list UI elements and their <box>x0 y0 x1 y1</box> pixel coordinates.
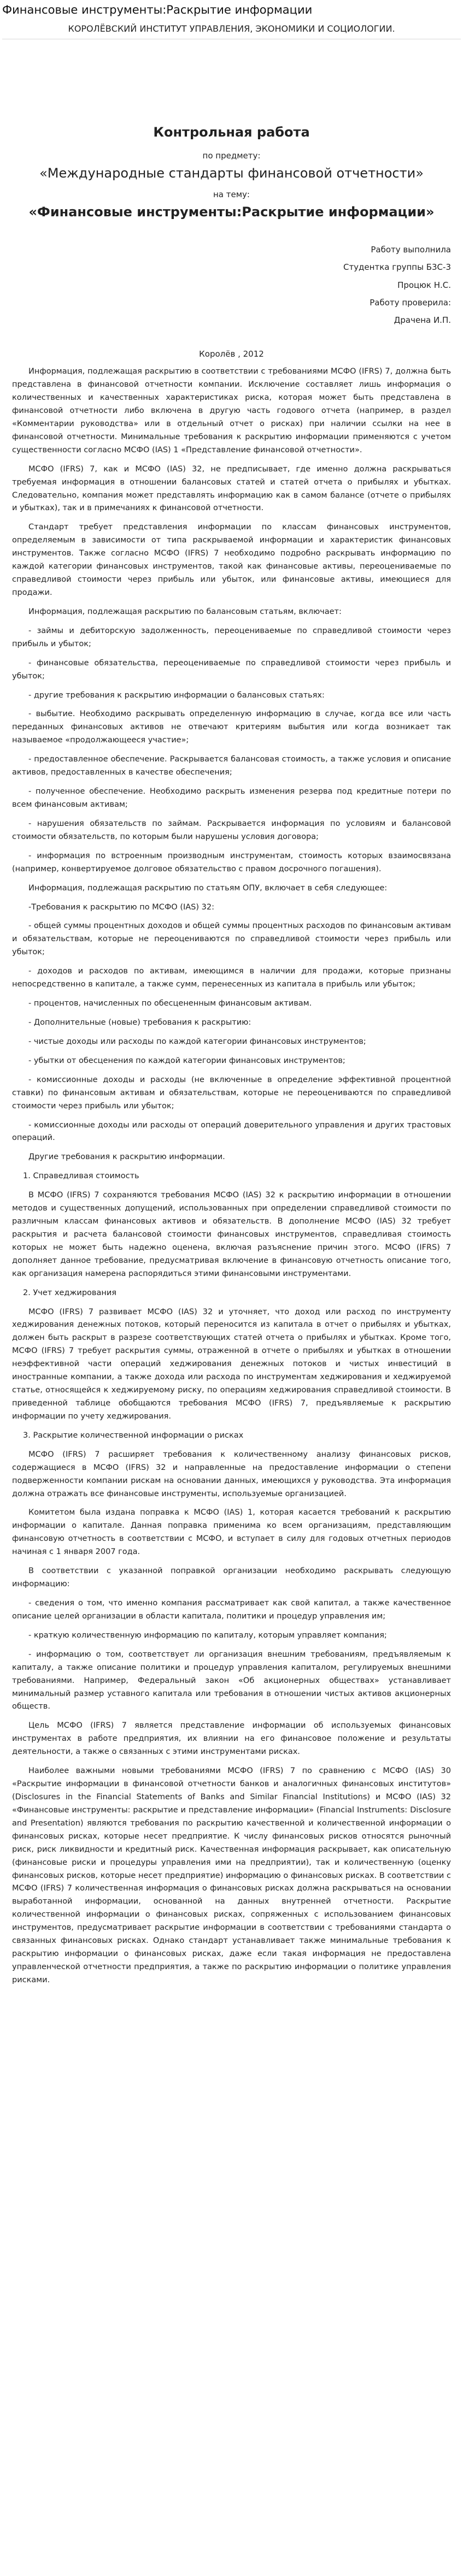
section-heading: 2. Учет хеджирования <box>23 1288 116 1297</box>
paragraph: Информация, подлежащая раскрытию по балансовым статьям, включает: <box>28 607 342 616</box>
document-body <box>12 125 451 1993</box>
paragraph: Наиболее важными новыми требованиями МСФО (IFRS) 7 по сравнению с МСФО (IAS) 30 «Раскрытие информации в финансовой отчетности банков и аналогичных финансовых институтов» (Disclosures in the Financial Statements of Banks and Similar Financial Institutions) и МСФО (IAS) 32 «Финансовые инструменты: раскрытие и представление информации» (Financial Instruments: Disclosure and Presentation) являются требования по раскрытию качественной и количественной информации о финансовых рисках, которые несет предприятие. К числу финансовых рисков относятся рыночный риск, риск ликвидности и кредитный риск. Качественная информация раскрывает, как описательную (финансовые риски и процедуры управления ими на предприятии), так и количественную (оценку финансовых рисков, которые несет предприятие) информацию о финансовых рисках. В соответствии с МСФО (IFRS) 7 количественная информация о финансовых рисках должна раскрываться на основании выработанной информации, основанной на данных внутренней отчетности. Раскрытие количественной информации о финансовых рисках, сопряженных с использованием финансовых инструментов, предусматривает раскрытие информации в соответствии с требованиями стандарта о связанных финансовых рисках. Однако стандарт устанавливает также минимальные требования к раскрытию информации о финансовых рисках, даже если такая информация не предоставлена управленческой отчетности предприятия, а также по раскрытию информации о политике управления рисками. <box>12 1766 451 1984</box>
paragraph: - предоставленное обеспечение. Раскрывается балансовая стоимость, а также условия и описание активов, предоставленных в качестве обеспечения; <box>12 755 451 777</box>
paragraph: - Дополнительные (новые) требования к раскрытию: <box>28 1018 251 1027</box>
subject-name: «Международные стандарты финансовой отчетности» <box>39 166 424 181</box>
topic-name: «Финансовые инструменты:Раскрытие информации» <box>28 204 435 220</box>
paragraph: - доходов и расходов по активам, имеющимся в наличии для продажи, которые признаны непосредственно в капитале, а также сумм, перенесенных из капитала в прибыль или убыток; <box>12 967 451 989</box>
section-heading: 3. Раскрытие количественной информации о рисках <box>23 1431 244 1440</box>
paragraph: - комиссионные доходы или расходы от операций доверительного управления и других трастовых операций. <box>12 1120 451 1143</box>
signature-line: Работу выполнила <box>371 245 451 255</box>
section-heading: 1. Справедливая стоимость <box>23 1172 139 1181</box>
signature-line: Драчена И.П. <box>394 315 451 325</box>
paragraph: Другие требования к раскрытию информации. <box>28 1153 225 1162</box>
paragraph: -Требования к раскрытию по МСФО (IAS) 32: <box>28 902 214 912</box>
paragraph: - финансовые обязательства, переоцениваемые по справедливой стоимости через прибыль и убыток; <box>12 658 451 681</box>
paragraph: МСФО (IFRS) 7 расширяет требования к количественному анализу финансовых рисков, содержащиеся в МСФО (IFRS) 32 и направленные на предоставление информации о степени подверженности компании рискам на основании данных, имеющихся у руководства. Эта информация должна отражать все финансовые инструменты, используемые организацией. <box>12 1450 451 1498</box>
paragraph: МСФО (IFRS) 7, как и МСФО (IAS) 32, не предписывает, где именно должна раскрываться требуемая информация в отношении балансовых статей и статей отчета о прибылях и убытках. Следовательно, компания может представлять информацию как в самом балансе (отчете о прибылях и убытках), так и в примечаниях к финансовой отчетности. <box>12 464 451 513</box>
signature-line: Работу проверила: <box>370 297 451 308</box>
paragraph: Информация, подлежащая раскрытию по статьям ОПУ, включает в себя следующее: <box>28 883 388 893</box>
paragraph: - чистые доходы или расходы по каждой категории финансовых инструментов; <box>28 1037 366 1046</box>
paragraph: Информация, подлежащая раскрытию в соответствии с требованиями МСФО (IFRS) 7, должна быть представлена в финансовой отчетности компании. Исключение составляет лишь информация о количественных и качественных характеристиках риска, которая может быть представлена в финансовой отчетности либо включена в другую часть годового отчета (например, в раздел «Комментарии руководства» или в отдельный отчет о рисках) при наличии ссылки на нее в финансовой отчетности. Минимальные требования к раскрытию информации применяются с учетом существенности согласно МСФО (IAS) 1 «Представление финансовой отчетности». <box>12 367 451 454</box>
paragraph: - информацию о том, соответствует ли организация внешним требованиям, предъявляемым к капиталу, а также описание политики и процедур управления капиталом, регулируемых внешними требованиями. Например, Федеральный закон «Об акционерных обществах» устанавливает минимальный размер уставного капитала или требования в отношении чистых активов акционерных обществ. <box>12 1650 451 1711</box>
paragraph: - займы и дебиторскую задолженность, переоцениваемые по справедливой стоимости через прибыль и убыток; <box>12 626 451 648</box>
topic-caption: на тему: <box>213 190 250 199</box>
paragraph: - процентов, начисленных по обесцененным финансовым активам. <box>28 999 312 1008</box>
paragraph: - сведения о том, что именно компания рассматривает как свой капитал, а также качественное описание целей организации в области капитала, политики и процедур управления им; <box>12 1599 451 1621</box>
paragraph: - общей суммы процентных доходов и общей суммы процентных расходов по финансовым активам и обязательствам, которые не переоцениваются по справедливой стоимости через прибыль или убыток; <box>12 921 451 957</box>
paragraph: - убытки от обесценения по каждой категории финансовых инструментов; <box>28 1056 345 1065</box>
institute-name: КОРОЛЁВСКИЙ ИНСТИТУТ УПРАВЛЕНИЯ, ЭКОНОМИКИ И СОЦИОЛОГИИ. <box>68 23 395 34</box>
paragraph: МСФО (IFRS) 7 развивает МСФО (IAS) 32 и уточняет, что доход или расход по инструменту хеджирования денежных потоков, который переносится из капитала в отчет о прибылях и убытках, должен быть раскрыт в разрезе соответствующих статей отчета о прибылях и убытках. Кроме того, МСФО (IFRS) 7 требует раскрытия суммы, отраженной в отчете о прибылях и убытках в отношении неэффективной части операций хеджирования денежных потоков и чистых инвестиций в иностранные компании, а также дохода или расхода по инструментам хеджирования и хеджируемой статье, относящейся к хеджируемому риску, по операциям хеджирования справедливой стоимости. В приведенной таблице обобщаются требования МСФО (IFRS) 7, предъявляемые к раскрытию информации по учету хеджирования. <box>12 1307 451 1421</box>
page-title: Финансовые инструменты:Раскрытие информации <box>2 3 313 16</box>
article-text <box>12 365 451 1987</box>
paragraph: Цель МСФО (IFRS) 7 является представление информации об используемых финансовых инструментах в работе предприятия, их влиянии на его финансовое положение и результаты деятельности, а также о связанных с этими инструментами рисках. <box>12 1721 451 1757</box>
paragraph: - комиссионные доходы и расходы (не включенные в определение эффективной процентной ставки) по финансовым активам и обязательствам, которые не переоцениваются по справедливой стоимости через прибыль или убыток; <box>12 1075 451 1110</box>
paragraph: В МСФО (IFRS) 7 сохраняются требования МСФО (IAS) 32 к раскрытию информации в отношении методов и существенных допущений, использованных при определении справедливой стоимости по различным классам финансовых активов и обязательств. В дополнение МСФО (IAS) 32 требует раскрытия и расчета балансовой стоимости финансовых инструментов, справедливая стоимость которых не может быть надежно оценена, включая разъяснение причин этого. МСФО (IFRS) 7 дополняет данное требование, предусматривая включение в финансовую отчетность описание того, как организация намерена распорядиться этими финансовыми инструментами. <box>12 1191 451 1278</box>
paragraph: - информация по встроенным производным инструментам, стоимость которых взаимосвязана (например, конвертируемое долговое обязательство с правом досрочного погашения). <box>12 851 451 873</box>
work-type-heading: Контрольная работа <box>153 125 310 140</box>
paragraph: Стандарт требует представления информации по классам финансовых инструментов, определяемым в зависимости от типа раскрываемой информации и характеристик финансовых инструментов. Также согласно МСФО (IFRS) 7 необходимо подробно раскрывать информацию по каждой категории финансовых инструментов, такой как финансовые активы, переоцениваемые по справедливой стоимости через прибыль или убыток, или финансовые активы, имеющиеся для продажи. <box>12 523 451 597</box>
signature-line: Процюк Н.С. <box>397 280 451 290</box>
signature-line: Студентка группы Б3С-3 <box>343 262 451 273</box>
signature-block <box>12 243 451 327</box>
paragraph: - нарушения обязательств по займам. Раскрывается информация по условиям и балансовой стоимости обязательств, по которым были нарушены условия договора; <box>12 819 451 841</box>
paragraph: - выбытие. Необходимо раскрывать определенную информацию в случае, когда все или часть переданных финансовых активов не отвечают критериям выбытия или когда возникает так называемое «продолжающееся участие»; <box>12 710 451 745</box>
subject-caption: по предмету: <box>202 151 261 161</box>
paragraph: В соответствии с указанной поправкой организации необходимо раскрывать следующую информацию: <box>12 1567 451 1589</box>
paragraph: - полученное обеспечение. Необходимо раскрыть изменения резерва под кредитные потери по всем финансовым активам; <box>12 787 451 809</box>
city-year: Королёв , 2012 <box>199 349 264 359</box>
paragraph: - краткую количественную информацию по капиталу, которым управляет компания; <box>28 1630 387 1640</box>
paragraph: - другие требования к раскрытию информации о балансовых статьях: <box>28 690 325 700</box>
paragraph: Комитетом была издана поправка к МСФО (IAS) 1, которая касается требований к раскрытию информации о капитале. Данная поправка применима ко всем организациям, представляющим финансовую отчетность в соответствии с МСФО, и вступает в силу для годовых отчетных периодов начиная с 1 января 2007 года. <box>12 1508 451 1557</box>
